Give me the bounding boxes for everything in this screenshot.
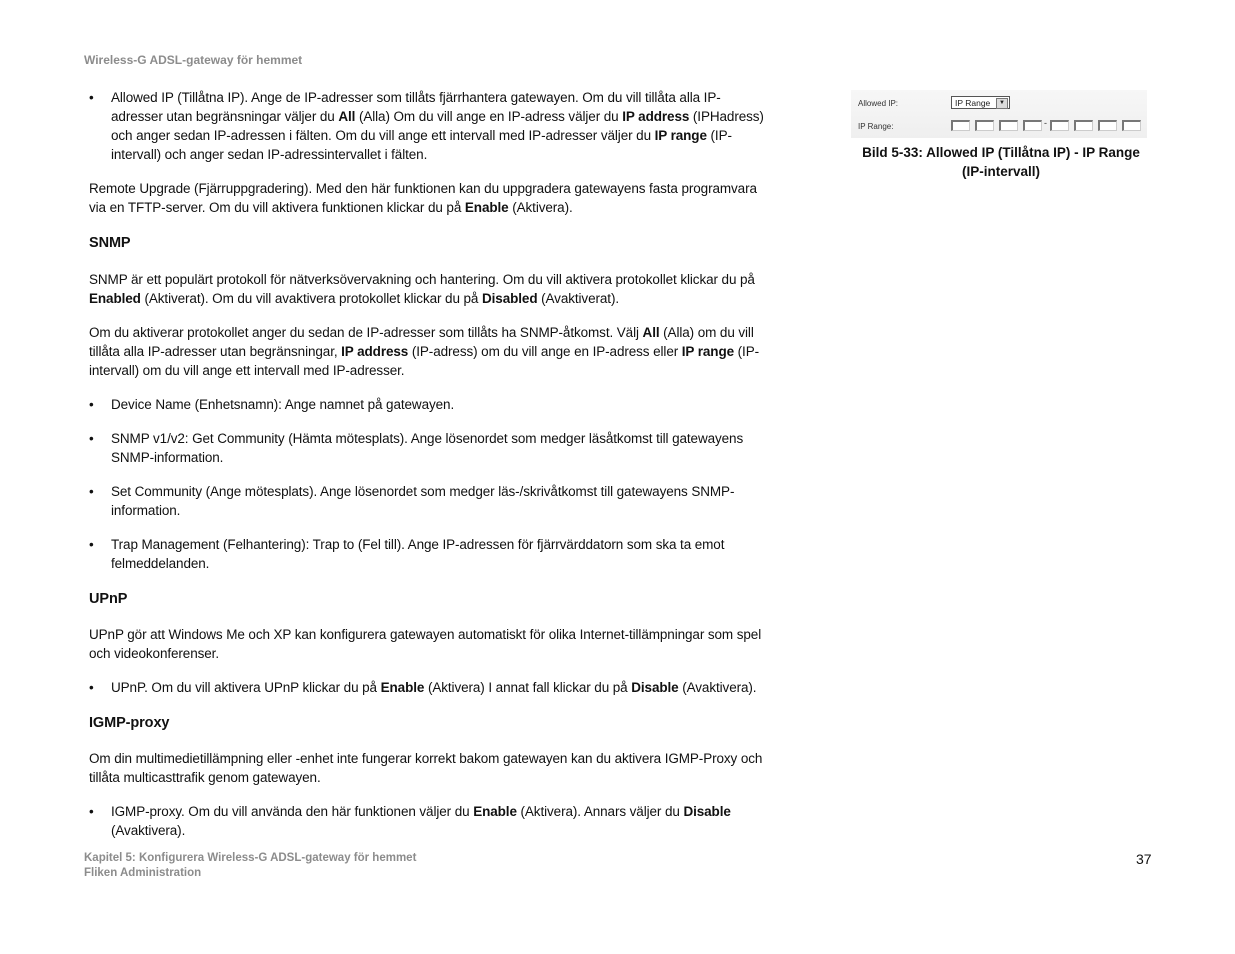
ip-range-start-octet-4[interactable]: [1023, 120, 1042, 131]
ip-range-end-octet-2[interactable]: [1074, 120, 1093, 131]
bold-term: Disable: [683, 804, 731, 819]
paragraph-remote-upgrade: [89, 179, 769, 217]
text: (Alla) om du vill tillåta alla IP-adresser utan begränsningar,: [89, 325, 754, 359]
footer-chapter: Kapitel 5: Konfigurera Wireless-G ADSL-gateway för hemmet: [84, 852, 417, 864]
text: (IPHadress) och anger sedan IP-adressen i fälten. Om du vill ange ett intervall med IP-adresser väljer du: [111, 109, 764, 143]
heading-upnp: UPnP: [89, 591, 128, 607]
bold-term: All: [338, 109, 356, 124]
text: (IP-intervall) och anger sedan IP-adressintervallet i fälten.: [111, 128, 732, 162]
caption-line-1: Bild 5-33: Allowed IP (Tillåtna IP) - IP Range: [862, 145, 1140, 160]
heading-igmp-proxy: IGMP-proxy: [89, 715, 170, 731]
ip-range-end-octet-4[interactable]: [1122, 120, 1141, 131]
bullet-allowed-ip: [89, 88, 769, 164]
paragraph-igmp: Om din multimedietillämpning eller -enhet inte fungerar korrekt bakom gatewayen kan du aktivera IGMP-Proxy och tillåta multicasttrafik genom gatewayen.: [89, 751, 763, 785]
text: (Aktivera) I annat fall klickar du på: [424, 680, 632, 695]
bold-term: IP address: [341, 344, 409, 359]
bullet-trap-management: • Trap Management (Felhantering): Trap to (Fel till). Ange IP-adressen för fjärrvärddatorn som ska ta emot felmeddelanden.: [89, 535, 769, 573]
text: (Aktivera). Annars väljer du: [516, 804, 684, 819]
bold-term: Disable: [631, 680, 679, 695]
text: (Avaktivera).: [111, 823, 186, 838]
select-value: IP Range: [955, 98, 991, 108]
paragraph-snmp-access: [89, 323, 769, 380]
ip-range-label: IP Range:: [858, 122, 894, 131]
figure-caption: [851, 143, 1151, 181]
bold-term: Disabled: [482, 291, 538, 306]
allowed-ip-label: Allowed IP:: [858, 99, 899, 108]
heading-snmp: SNMP: [89, 235, 131, 251]
ip-range-end-octet-1[interactable]: [1050, 120, 1069, 131]
ip-range-start-octet-1[interactable]: [951, 120, 970, 131]
bold-term: All: [642, 325, 660, 340]
main-content: [89, 88, 769, 840]
ip-range-start-octet-3[interactable]: [999, 120, 1018, 131]
range-dash: -: [1044, 118, 1047, 128]
bold-term: IP address: [622, 109, 690, 124]
text: SNMP är ett populärt protokoll för nätverksövervakning och hantering. Om du vill aktivera protokollet klickar du på: [89, 272, 755, 287]
allowed-ip-select[interactable]: [951, 96, 1010, 109]
bullet-set-community: • Set Community (Ange mötesplats). Ange lösenordet som medger läs-/skrivåtkomst till gatewayens SNMP-information.: [89, 482, 769, 520]
footer-section: Fliken Administration: [84, 867, 202, 879]
bold-term: Enabled: [89, 291, 141, 306]
caption-line-2: (IP-intervall): [961, 164, 1040, 179]
ip-range-end-octet-3[interactable]: [1098, 120, 1117, 131]
text: (Avaktivera).: [678, 680, 757, 695]
bullet-igmp: [89, 802, 769, 840]
text: (IP-intervall) om du vill ange ett intervall med IP-adresser.: [89, 344, 760, 378]
text: (Aktivera).: [508, 200, 573, 215]
text: Remote Upgrade (Fjärruppgradering). Med den här funktionen kan du uppgradera gatewayens fasta programvara via en TFTP-server. Om du vill aktivera funktionen klickar du på: [89, 181, 757, 215]
text: (Alla) Om du vill ange en IP-adress väljer du: [355, 109, 623, 124]
text: Om du aktiverar protokollet anger du sedan de IP-adresser som tillåts ha SNMP-åtkomst. Välj: [89, 325, 643, 340]
paragraph-snmp-intro: [89, 270, 769, 308]
figure-allowed-ip: [851, 90, 1151, 181]
running-header: Wireless-G ADSL-gateway för hemmet: [84, 53, 303, 67]
text: IGMP-proxy. Om du vill använda den här funktionen väljer du: [111, 804, 474, 819]
bullet-upnp: [89, 678, 769, 697]
ip-range-start-octet-2[interactable]: [975, 120, 994, 131]
page-number: 37: [1136, 851, 1152, 867]
text: (Aktiverat). Om du vill avaktivera protokollet klickar du på: [140, 291, 482, 306]
allowed-ip-screenshot: [851, 90, 1147, 138]
paragraph-upnp: UPnP gör att Windows Me och XP kan konfigurera gatewayen automatiskt för olika Internet-tillämpningar som spel och videokonferenser.: [89, 627, 762, 661]
bullet-get-community: • SNMP v1/v2: Get Community (Hämta mötesplats). Ange lösenordet som medger läsåtkomst till gatewayens SNMP-information.: [89, 429, 769, 467]
chevron-down-icon: ▼: [996, 98, 1008, 109]
bold-term: IP range: [654, 128, 707, 143]
text: (IP-adress) om du vill ange en IP-adress eller: [408, 344, 682, 359]
bold-term: Enable: [380, 680, 425, 695]
bold-term: IP range: [681, 344, 735, 359]
text: (Avaktiverat).: [537, 291, 619, 306]
bold-term: Enable: [473, 804, 517, 819]
text: UPnP. Om du vill aktivera UPnP klickar du på: [111, 680, 381, 695]
text: Allowed IP (Tillåtna IP). Ange de IP-adresser som tillåts fjärrhantera gatewayen. Om du vill tillåta alla IP-adresser utan begränsningar väljer du: [111, 90, 721, 124]
footer: [84, 851, 416, 881]
bullet-device-name: • Device Name (Enhetsnamn): Ange namnet på gatewayen.: [89, 395, 769, 414]
bold-term: Enable: [464, 200, 509, 215]
